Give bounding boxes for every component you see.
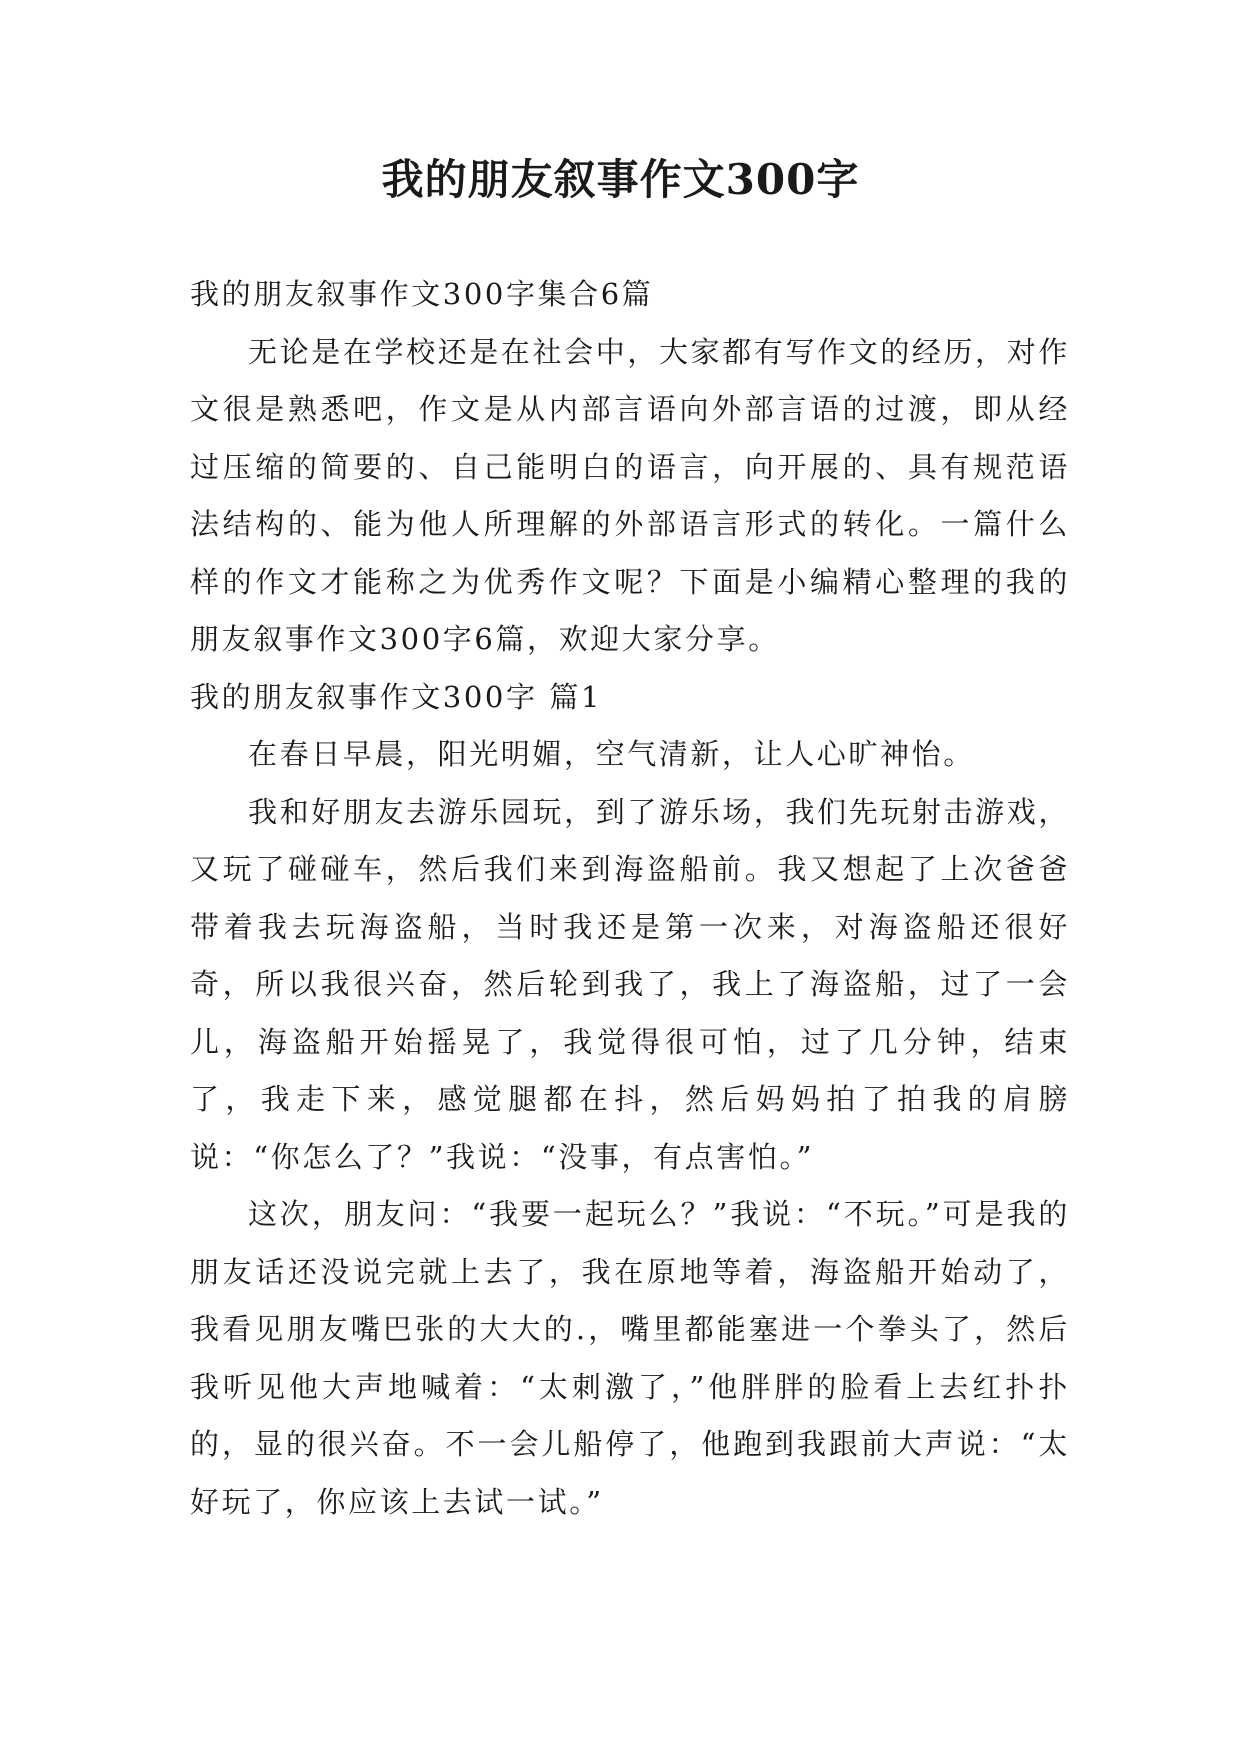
document-title: 我的朋友叙事作文300字 xyxy=(381,155,860,204)
intro-paragraph: 无论是在学校还是在社会中，大家都有写作文的经历，对作文很是熟悉吧，作文是从内部言语向外部言语的过渡，即从经过压缩的简要的、自己能明白的语言，向开展的、具有规范语法结构的、能为他人所理解的外部语言形式的转化。一篇什么样的作文才能称之为优秀作文呢？下面是小编精心整理的我的朋友叙事作文300字6篇，欢迎大家分享。 xyxy=(190,334,1070,656)
collection-subtitle: 我的朋友叙事作文300字集合6篇 xyxy=(190,277,654,311)
body-paragraph: 在春日早晨，阳光明媚，空气清新，让人心旷神怡。 xyxy=(248,737,975,771)
body-paragraph: 我和好朋友去游乐园玩，到了游乐场，我们先玩射击游戏，又玩了碰碰车，然后我们来到海盗船前。我又想起了上次爸爸带着我去玩海盗船，当时我还是第一次来，对海盗船还很好奇，所以我很兴奋，然后轮到我了，我上了海盗船，过了一会儿，海盗船开始摇晃了，我觉得很可怕，过了几分钟，结束了，我走下来，感觉腿都在抖，然后妈妈拍了拍我的肩膀说：“你怎么了？”我说：“没事，有点害怕。” xyxy=(190,794,1070,1174)
section-heading: 我的朋友叙事作文300字 篇1 xyxy=(190,679,603,714)
document-body xyxy=(190,266,1070,1531)
body-paragraph: 这次，朋友问：“我要一起玩么？”我说：“不玩。”可是我的朋友话还没说完就上去了，我在原地等着，海盗船开始动了，我看见朋友嘴巴张的大大的.，嘴里都能塞进一个拳头了，然后我听见他大声地喊着：“太刺激了，”他胖胖的脸看上去红扑扑的，显的很兴奋。不一会儿船停了，他跑到我跟前大声说：“太好玩了，你应该上去试一试。” xyxy=(190,1197,1070,1519)
